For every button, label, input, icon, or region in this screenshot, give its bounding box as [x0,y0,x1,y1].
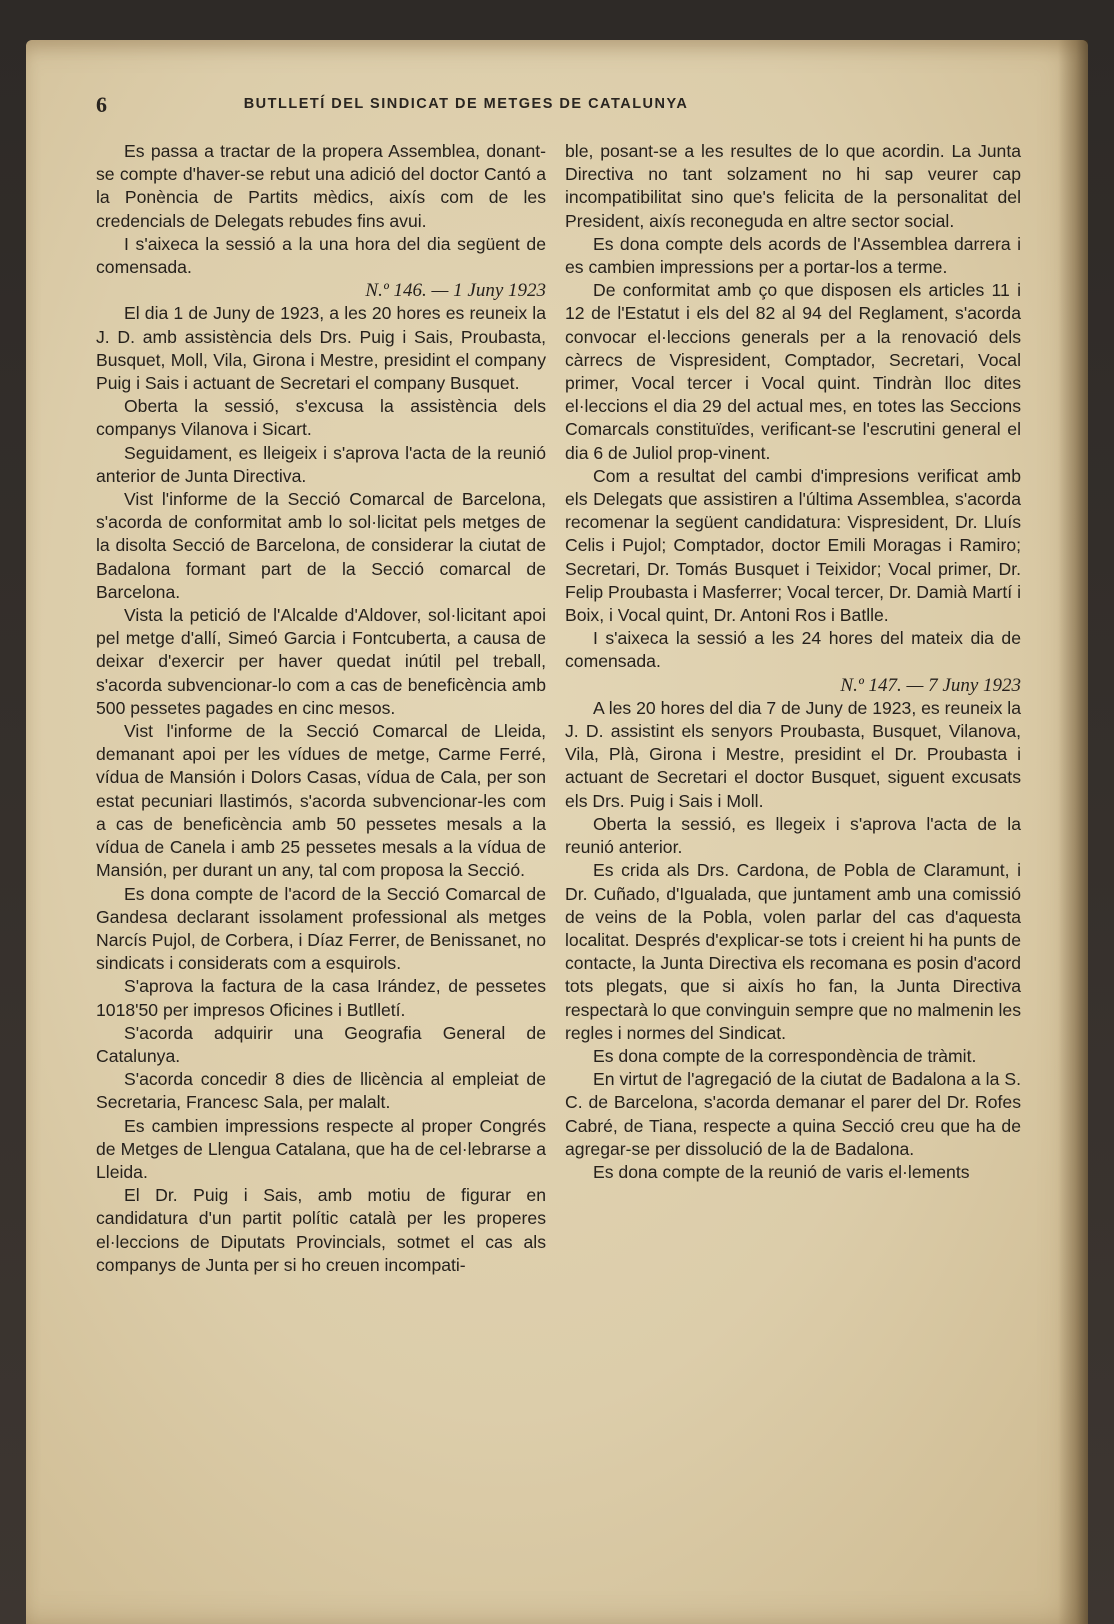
paragraph: El Dr. Puig i Sais, amb motiu de figurar en candidatura d'un partit polític català per les properes el·leccions de Diputats Provincials, sotmet el cas als companys de Junta per si ho creuen incompati- [96,1185,546,1275]
minutes-heading-146: N.º 146. — 1 Juny 1923 [365,280,546,302]
paragraph: S'acorda concedir 8 dies de llicència al empleiat de Secretaria, Francesc Sala, per malalt. [96,1069,546,1113]
paragraph: Es dona compte de la reunió de varis el·lements [593,1161,970,1182]
page-edge-shadow [1058,40,1088,1624]
paragraph: S'acorda adquirir una Geografia General de Catalunya. [96,1022,546,1066]
paragraph: Vista la petició de l'Alcalde d'Aldover, sol·licitant apoi pel metge d'allí, Simeó Garcia i Fontcuberta, a causa de deixar d'exercir per haver quedat inútil pel treball, s'acorda subvencionar-lo com a cas de beneficència amb 500 pessetes pagades en cinc mesos. [96,605,546,718]
paragraph: Es dona compte de l'acord de la Secció Comarcal de Gandesa declarant issolament professional als metges Narcís Pujol, de Corbera, i Díaz Ferrer, de Benissanet, no sindicats i considerats com a esquirols. [96,883,546,974]
paragraph: El dia 1 de Juny de 1923, a les 20 hores es reuneix la J. D. amb assistència dels Drs. Puig i Sais, Proubasta, Busquet, Moll, Vila, Girona i Mestre, presidint el company Puig i Sais i actuant de Secretari el company Busquet. [96,303,546,394]
paragraph: S'aprova la factura de la casa Irández, de pessetes 1018'50 per impresos Oficines i Butlletí. [96,976,546,1020]
paragraph: Oberta la sessió, es llegeix i s'aprova l'acta de la reunió anterior. [565,813,1021,858]
paragraph: Es crida als Drs. Cardona, de Pobla de Claramunt, i Dr. Cuñado, d'Igualada, que juntament amb una comissió de veins de la Pobla, volen parlar del cas d'aquesta localitat. Després d'explicar-se tots i creient hi ha punts de contacte, la Junta Directiva els recomana es posin d'acord tots plegats, que si aixís ho fan, la Junta Directiva respectarà lo que convinguin sempre que no malmenin les regles i normes del Sindicat. [565,860,1021,1043]
paragraph: De conformitat amb ço que disposen els articles 11 i 12 de l'Estatut i els del 82 al 94 del Reglament, s'acorda convocar el·leccions generals per a la renovació dels càrrecs de Vispresident, Comptador, Secretari, Vocal primer, Vocal tercer i Vocal quint. Tindràn lloc dites el·leccions el dia 29 del actual mes, en totes las Seccions Comarcals constituïdes, verificant-se l'escrutini general el dia 6 de Juliol prop-vinent. [565,280,1021,463]
page-number: 6 [96,92,107,117]
paragraph: Vist l'informe de la Secció Comarcal de Barcelona, s'acorda de conformitat amb lo sol·licitat pels metges de la disolta Secció de Barcelona, de considerar la ciutat de Badalona formant part de la Secció comarcal de Barcelona. [96,489,546,602]
paragraph: Es dona compte de la correspondència de tràmit. [593,1045,977,1066]
paragraph: En virtut de l'agregació de la ciutat de Badalona a la S. C. de Barcelona, s'acorda demanar el parer del Dr. Rofes Cabré, de Tiana, respecte a quina Secció creu que ha de agregar-se per dissolució de la de Badalona. [565,1069,1021,1159]
paragraph: Seguidament, es lleigeix i s'aprova l'acta de la reunió anterior de Junta Directiva. [96,442,546,486]
paragraph: Com a resultat del cambi d'impresions verificat amb els Delegats que assistiren a l'última Assemblea, s'acorda recomenar la següent candidatura: Vispresident, Dr. Lluís Celis i Pujol; Comptador, doctor Emili Moragas i Ramiro; Secretari, Dr. Tomás Busquet i Teixidor; Vocal primer, Dr. Felip Proubasta i Masferrer; Vocal tercer, Dr. Damià Martí i Boix, i Vocal quint, Dr. Antoni Ros i Batlle. [565,465,1021,626]
left-column [96,140,546,1277]
paragraph: Oberta la sessió, s'excusa la assistència dels companys Vilanova i Sicart. [96,396,546,440]
minutes-heading-147: N.º 147. — 7 Juny 1923 [840,674,1021,696]
paragraph: Vist l'informe de la Secció Comarcal de Lleida, demanant apoi per les vídues de metge, Carme Ferré, vídua de Mansión i Dolors Casas, vídua de Cala, per son estat pecuniari llastimós, s'acorda subvencionar-les com a cas de beneficència amb 50 pessetes mesals a la vídua de Canela i amb 25 pessetes mesals a la vídua de Mansión, per durant un any, tal com proposa la Secció. [96,721,546,881]
paragraph: I s'aixeca la sessió a la una hora del dia següent de comensada. [96,233,546,278]
paragraph: Es passa a tractar de la propera Assemblea, donant-se compte d'haver-se rebut una adició del doctor Cantó a la Ponència de Partits mèdics, aixís com de les credencials de Delegats rebudes fins avui. [96,141,546,231]
paragraph: A les 20 hores del dia 7 de Juny de 1923, es reuneix la J. D. assistint els senyors Proubasta, Busquet, Vilanova, Vila, Plà, Girona i Mestre, presidint el Dr. Proubasta i actuant de Secretari el doctor Busquet, siguent excusats els Drs. Puig i Sais i Moll. [565,697,1021,811]
right-column [565,140,1021,1184]
paragraph-continued: ble, posant-se a les resultes de lo que acordin. La Junta Directiva no tant solzament no hi sap veurer cap incompatibilitat sino que's felicita de la personalitat del President, aixís reconeguda en altre sector social. [565,141,1021,231]
paragraph: Es cambien impressions respecte al proper Congrés de Metges de Llengua Catalana, que ha de cel·lebrarse a Lleida. [96,1115,546,1182]
page-header [96,92,836,116]
paragraph: Es dona compte dels acords de l'Assemblea darrera i es cambien impressions per a portar-los a terme. [565,233,1021,278]
running-title: BUTLLETÍ DEL SINDICAT DE METGES DE CATALUNYA [243,96,689,112]
paragraph: I s'aixeca la sessió a les 24 hores del mateix dia de comensada. [565,628,1021,672]
